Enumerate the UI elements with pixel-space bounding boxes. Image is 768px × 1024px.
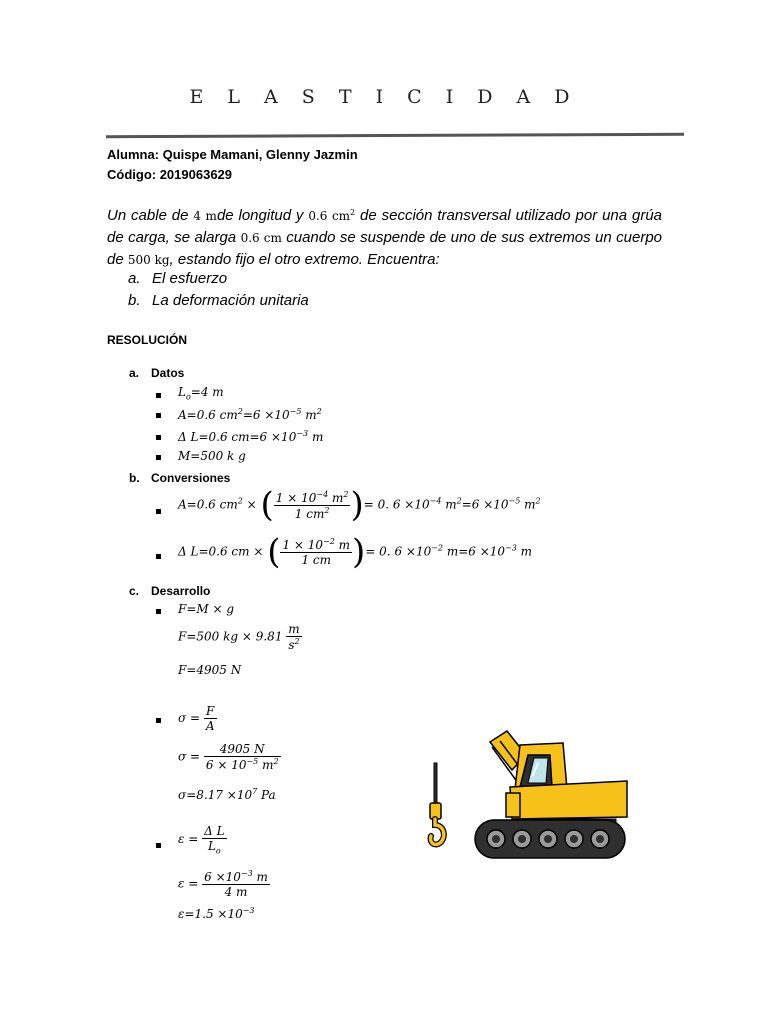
problem-text-5: , estando fijo el otro extremo. Encuentra: bbox=[169, 251, 440, 268]
eq-area-conversion: A=0.6 $cm^2$ × ( $\frac{1 \times 10^{-4} m^2}{1 cm^2}$ )= 0. $6 \times 10^{-4}$ $m^2=6 \times 10^{-5}$ $m^2$ bbox=[178, 485, 541, 525]
eq-force-def: F=M × g bbox=[178, 602, 235, 616]
problem-text-3: de sección transversal utilizado por una grúa de carga, se alarga bbox=[107, 207, 663, 246]
section-b-heading: b. Conversiones bbox=[129, 471, 231, 485]
eq-stress-sub: σ = $\frac{4905 N}{6 \times 10^{-5} m^2}$ bbox=[178, 742, 279, 772]
problem-mass: 500 kg bbox=[127, 253, 170, 267]
question-a: a. El esfuerzo bbox=[128, 270, 228, 287]
bullet bbox=[156, 435, 161, 440]
eq-mass: M=500 k g bbox=[178, 449, 246, 463]
eq-stress-def: σ = $\frac{F}{A}$ bbox=[178, 704, 215, 733]
bullet bbox=[156, 413, 161, 418]
problem-length: 4 m bbox=[193, 209, 217, 223]
problem-text-1: Un cable de bbox=[107, 207, 189, 224]
section-a-heading: a. Datos bbox=[129, 366, 185, 380]
page-title: E L A S T I C I D A D bbox=[189, 86, 579, 108]
eq-length: $L_o=4$ m bbox=[178, 385, 224, 402]
eq-strain-result: $\varepsilon=1.5 \times 10^{-3}$ bbox=[178, 906, 255, 921]
crane-illustration-icon bbox=[420, 725, 635, 865]
bullet bbox=[156, 718, 161, 723]
question-b: b. La deformación unitaria bbox=[128, 292, 309, 309]
eq-strain-sub: ε = $\frac{6 \times 10^{-3} m}{4 m}$ bbox=[178, 869, 268, 899]
student-code: Código: 2019063629 bbox=[107, 167, 233, 182]
problem-questions bbox=[128, 268, 309, 312]
bullet bbox=[156, 609, 161, 614]
eq-length-conversion: Δ L=0.6 cm × ( $\frac{1 \times 10^{-2} m}{1 cm}$ )= 0. $6 \times 10^{-2}$ $m=6 \times 10^{-3}$ m bbox=[178, 532, 533, 572]
problem-section-area: 0.6 $cm^2$ bbox=[308, 208, 356, 223]
problem-statement bbox=[107, 202, 662, 271]
problem-text-2: de longitud y bbox=[216, 207, 304, 224]
eq-strain-def: ε = $\frac{\text{Δ L}}{L_o}$ bbox=[178, 824, 225, 856]
crane-hook-icon bbox=[430, 763, 444, 844]
bullet bbox=[156, 843, 161, 848]
bullet bbox=[156, 554, 161, 559]
bullet bbox=[156, 455, 161, 460]
eq-force-result: F=4905 N bbox=[178, 663, 242, 677]
problem-text-4: cuando se suspende de uno de sus extremos un cuerpo de bbox=[107, 229, 663, 268]
bullet bbox=[156, 509, 161, 514]
header-divider bbox=[106, 133, 684, 139]
section-c-heading: c. Desarrollo bbox=[129, 584, 211, 598]
eq-delta-length: Δ L=0.6 $cm=6 \times 10^{-3}$ m bbox=[178, 429, 324, 444]
eq-area: A=0.6 $cm^2=6 \times 10^{-5}$ $m^2$ bbox=[178, 407, 322, 422]
eq-stress-result: $\sigma=8.17 \times 10^7$ Pa bbox=[178, 787, 276, 802]
bullet bbox=[156, 393, 161, 398]
resolution-heading: RESOLUCIÓN bbox=[107, 333, 188, 347]
student-name: Alumna: Quispe Mamani, Glenny Jazmin bbox=[107, 147, 358, 162]
eq-force-sub: F=500 kg × 9.81 $\frac{m}{s^2}$ bbox=[178, 622, 300, 652]
problem-stretch: 0.6 cm bbox=[240, 231, 282, 245]
